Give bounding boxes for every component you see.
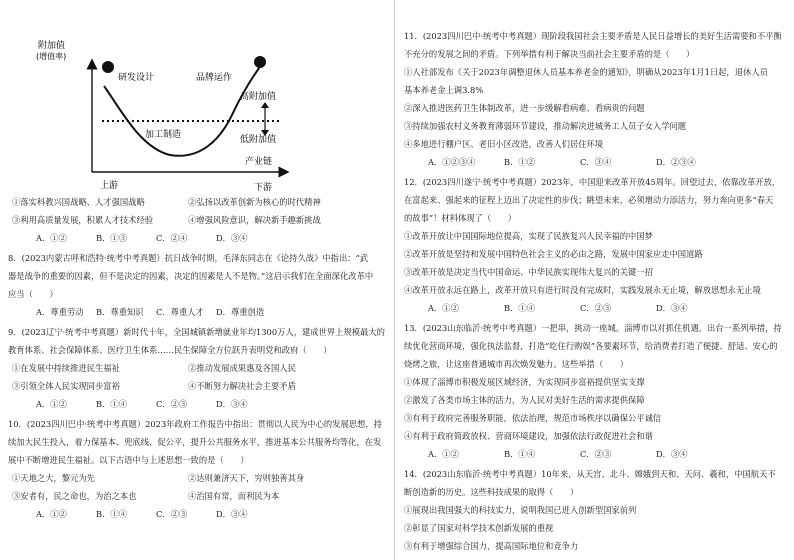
q11-choices — [428, 156, 732, 168]
q10-option-3: ③安者有，民之命也，为治之本也 — [12, 491, 137, 501]
q10-choice-c[interactable]: C．②③ — [156, 509, 188, 519]
label-up: 上游 — [100, 181, 119, 191]
q7-option-3: ③利用高质量发展，积累人才技术经验 — [12, 215, 154, 225]
q13-line-5: ②激发了各类市场主体的活力，为人民对美好生活的需求提供保障 — [404, 395, 645, 405]
q7-choice-a[interactable]: A．①② — [36, 233, 67, 243]
q12-choice-d[interactable]: D．③④ — [656, 303, 688, 313]
q12-line-5: ②改革开放是坚持和发展中国特色社会主义的必由之路，发展中国家应走中国道路 — [404, 249, 703, 259]
q11-line-7: ④多地进行棚户区、老旧小区改造，改善人们居住环境 — [404, 139, 604, 149]
q11-choice-b[interactable]: B．①② — [504, 157, 535, 167]
value-chain-diagram — [0, 0, 388, 192]
q14-line-4: ②彰显了国家对科学技术创新发展的重视 — [404, 523, 554, 533]
q12-line-1: 12．(2023四川遂宁·统考中考真题）2023年，中国迎来改革开放45周年。回望过去，依靠改革开放， — [404, 177, 781, 187]
q13-line-7: ④有利于政府简政放权、营商环境建设，加强依法行政促进社会和谐 — [404, 431, 653, 441]
q13-line-4: ①体现了淄博市积极发展区域经济，为实现同步富裕提供坚实支撑 — [404, 377, 645, 387]
q10-choice-a[interactable]: A．①② — [36, 509, 67, 519]
q11-line-2: 不充分的发展之间的矛盾。下列举措有利于解决当前社会主要矛盾的是（ ） — [404, 49, 695, 59]
label-low: 低附加值 — [240, 135, 277, 145]
label-brand: 品牌运作 — [196, 73, 233, 83]
q10-choice-d[interactable]: D．③④ — [216, 509, 248, 519]
q13-choice-a[interactable]: A．①② — [428, 449, 459, 459]
q12-line-3: 的故事”！材料体现了（ ） — [404, 213, 517, 223]
q7-choice-c[interactable]: C．②④ — [156, 233, 188, 243]
q13-choice-c[interactable]: C．②③ — [580, 449, 612, 459]
label-process: 加工制造 — [145, 130, 182, 140]
q7-option-4: ④增强风险意识，解决新手趣新挑战 — [188, 215, 321, 225]
q9-choice-a[interactable]: A．①② — [36, 399, 67, 409]
q9-choice-d[interactable]: D．③④ — [216, 399, 248, 409]
label-down: 下游 — [254, 183, 273, 192]
q8-line-1: 8．(2023内蒙古呼和浩特·统考中考真题）抗日战争时期，毛泽东同志在《论持久战》中指出：“武 — [8, 253, 369, 263]
q11-choice-c[interactable]: C．③④ — [580, 157, 612, 167]
q9-choice-c[interactable]: C．②③ — [156, 399, 188, 409]
q10-line-2: 续加大民生投入，着力保基本、兜底线、促公平，提升公共服务水平，推进基本公共服务均等化，在发 — [8, 437, 382, 447]
q9-option-2: ②推动发展成果惠及各国人民 — [188, 363, 296, 373]
q8-line-2: 器是战争的重要的因素，但不是决定的因素，决定的因素是人不是物。”这启示我们在全面深化改革中 — [8, 271, 374, 281]
q10-option-2: ②达则兼济天下，穷则独善其身 — [188, 473, 305, 483]
y-axis-label: 附加值 — [38, 41, 66, 51]
q13-line-2: 续优化营商环境，强化执法监督，打造“吃住行购娱”各要素环节，给消费者打造了便捷、舒适、安心的 — [404, 341, 778, 351]
q14-line-3: ①展现出我国强大的科技实力，说明我国已进入创新型国家前列 — [404, 505, 637, 515]
q13-choice-b[interactable]: B．①④ — [504, 449, 535, 459]
q11-line-6: ③持续加强农村义务教育薄弱环节建设，推动解决进城务工人员子女入学问题 — [404, 121, 687, 131]
q9-option-3: ③引领全体人民实现同步富裕 — [12, 381, 120, 391]
q12-choice-c[interactable]: C．②③ — [580, 303, 612, 313]
q7-choice-b[interactable]: B．①③ — [96, 233, 127, 243]
q8-choices — [36, 306, 276, 318]
q8-line-3: 应当（ ） — [8, 289, 58, 299]
q12-line-4: ①改革开放让中国国际地位提高，实现了民族复兴人民幸福的中国梦 — [404, 231, 653, 241]
q8-choice-a[interactable]: A．尊重劳动 — [36, 307, 84, 317]
q13-line-3: 烧烤之旅，让这座普通城市再次焕发魅力。这些举措（ ） — [404, 359, 629, 369]
column-divider — [394, 0, 395, 560]
q10-choices — [36, 508, 276, 520]
q8-choice-b[interactable]: B．尊重知识 — [96, 307, 144, 317]
q7-option-2: ②弘扬以改革创新为核心的时代精神 — [188, 197, 321, 207]
q12-line-6: ③改革开放是决定当代中国命运、中华民族实现伟大复兴的关键一招 — [404, 267, 653, 277]
q9-option-4: ④不断努力解决社会主要矛盾 — [188, 381, 296, 391]
q12-choices — [428, 302, 732, 314]
q9-line-2: 教育体系、社会保障体系、医疗卫生体系……民生保障全方位跃升表明党和政府（ ） — [8, 345, 332, 355]
q10-option-1: ①天地之大，黎元为先 — [12, 473, 95, 483]
q9-line-1: 9．(2023辽宁·统考中考真题）新时代十年，全国城镇新增就业年均1300万人，建成世界上规模最大的 — [8, 327, 385, 337]
q11-choice-a[interactable]: A．①②③④ — [428, 157, 476, 167]
q7-choice-d[interactable]: D．③④ — [216, 233, 248, 243]
q7-choices — [36, 232, 276, 244]
label-high: 高附加值 — [240, 92, 277, 102]
q10-option-4: ④治国有常，而利民为本 — [188, 491, 280, 501]
y-axis-sublabel: (增值率) — [36, 52, 67, 61]
q10-line-1: 10．(2023四川巴中·统考中考真题）2023年政府工作报告中指出：贯彻以人民为中心的发展思想，持 — [8, 419, 382, 429]
q7-option-1: ①落实科教兴国战略、人才强国战略 — [12, 197, 145, 207]
point-rd — [102, 61, 114, 73]
q13-choice-d[interactable]: D．③④ — [656, 449, 688, 459]
q11-line-1: 11．(2023四川巴中·统考中考真题）现阶段我国社会主要矛盾是人民日益增长的美好生活需要和不平衡 — [404, 31, 782, 41]
q10-line-3: 展中不断增进民生福祉。以下古语中与上述思想一致的是（ ） — [8, 455, 249, 465]
q9-choice-b[interactable]: B．①④ — [96, 399, 127, 409]
q12-choice-a[interactable]: A．①② — [428, 303, 459, 313]
q11-choice-d[interactable]: D．②③④ — [656, 157, 696, 167]
q12-line-2: 在富起来、强起来的征程上迈出了决定性的步伐；眺望未来，必须增动力添活力，努力奔向更多“春天 — [404, 195, 774, 205]
q12-line-7: ④改革开放永远在路上，改革开放只有进行时没有完成时，实践发展永无止境，解放思想永无止境 — [404, 285, 761, 295]
q11-line-3: ①人社部发布《关于2023年调整退休人员基本养老金的通知》，明确从2023年1月1日起，退休人员 — [404, 67, 768, 77]
q14-line-2: 断创造新的历史。这些科技成果的取得（ ） — [404, 487, 579, 497]
q13-line-1: 13．(2023山东临沂·统考中考真题）一把串，挑动一座城。淄博市以对抓住机遇，出台一系列举措，持 — [404, 323, 782, 333]
q13-line-6: ③有利于政府完善服务职能，依法治理，规范市场秩序以确保公平诚信 — [404, 413, 662, 423]
q8-choice-d[interactable]: D．尊重创造 — [216, 307, 265, 317]
label-rd: 研发设计 — [118, 73, 155, 83]
q8-choice-c[interactable]: C．尊重人才 — [156, 307, 204, 317]
q11-line-5: ②深入推进医药卫生体制改革，进一步缓解看病难、看病贵的问题 — [404, 103, 645, 113]
q14-line-1: 14．(2023山东临沂·统考中考真题）10年来，从天宫、北斗、嫦娥到天和、天问、羲和，中国航天不 — [404, 469, 776, 479]
q10-choice-b[interactable]: B．①④ — [96, 509, 127, 519]
label-chain: 产业链 — [245, 157, 273, 167]
q13-choices — [428, 448, 732, 460]
q12-choice-b[interactable]: B．①④ — [504, 303, 535, 313]
q9-option-1: ①在发展中持续推进民生福祉 — [12, 363, 120, 373]
q11-line-4: 基本养老金上调3.8% — [404, 85, 484, 95]
point-brand — [254, 56, 266, 68]
q9-choices — [36, 398, 276, 410]
q14-line-5: ③有利于增强综合国力，提高国际地位和竞争力 — [404, 541, 579, 551]
